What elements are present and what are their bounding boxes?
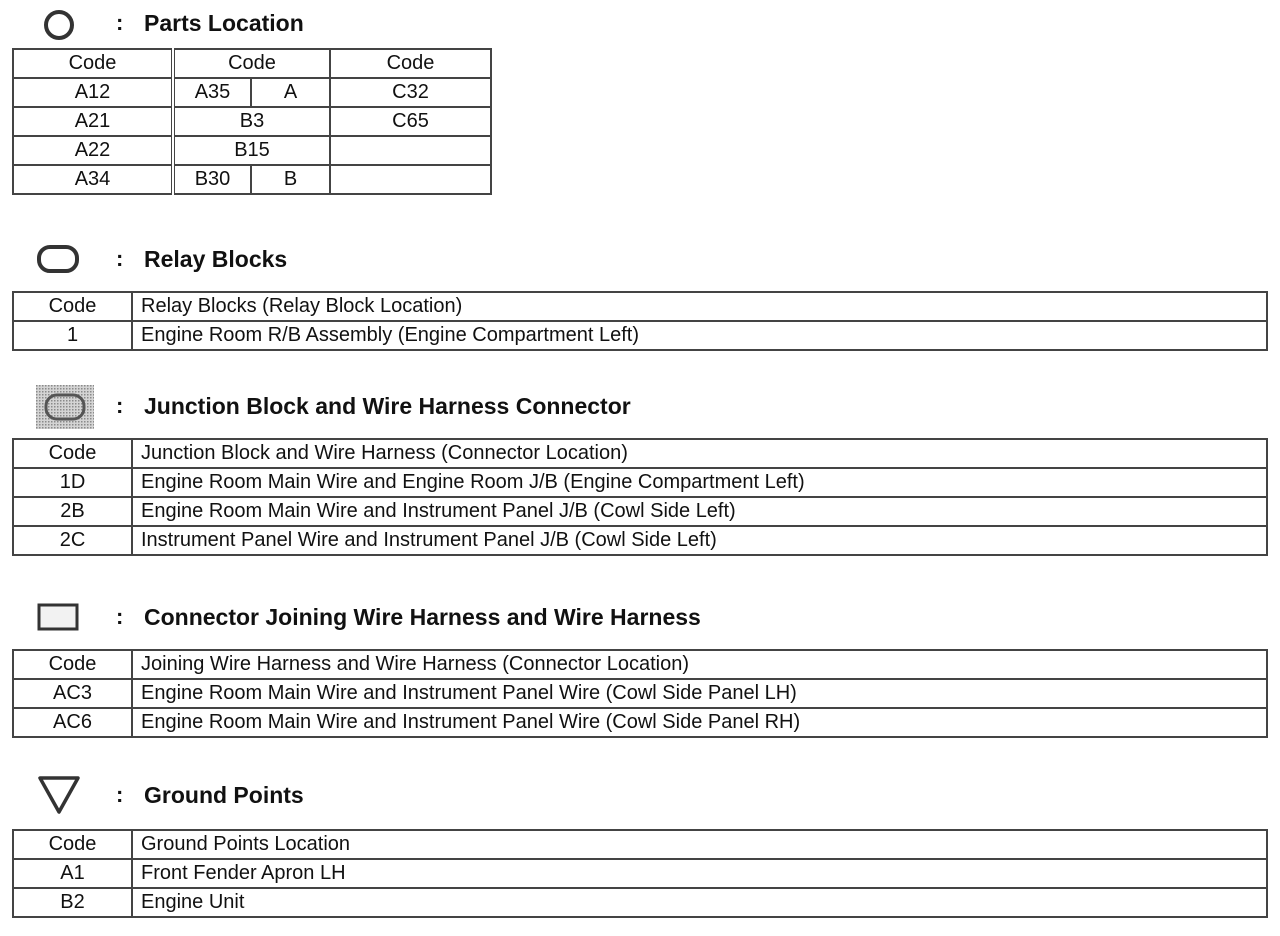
- header-cell: Code: [13, 439, 132, 468]
- header-cell: Code: [13, 292, 132, 321]
- header-cell: Code: [13, 650, 132, 679]
- connector-joining-table: [12, 649, 1268, 738]
- header-cell: Joining Wire Harness and Wire Harness (Connector Location): [132, 650, 1267, 679]
- code-cell: 2C: [13, 526, 132, 555]
- code-cell: A34: [13, 165, 173, 194]
- section-title-parts-location: Parts Location: [144, 10, 304, 36]
- header-cell: Code: [330, 49, 491, 78]
- sub-code-cell: B: [251, 165, 330, 194]
- table-row: [13, 136, 491, 165]
- desc-cell: Engine Room Main Wire and Engine Room J/B (Engine Compartment Left): [132, 468, 1267, 497]
- table-row: [13, 708, 1267, 737]
- desc-cell: Engine Room Main Wire and Instrument Panel J/B (Cowl Side Left): [132, 497, 1267, 526]
- desc-cell: Front Fender Apron LH: [132, 859, 1267, 888]
- desc-cell: Engine Room Main Wire and Instrument Panel Wire (Cowl Side Panel LH): [132, 679, 1267, 708]
- code-cell: A35: [173, 78, 251, 107]
- section-title-ground-points: Ground Points: [144, 782, 304, 808]
- desc-cell: Instrument Panel Wire and Instrument Panel J/B (Cowl Side Left): [132, 526, 1267, 555]
- table-row: [13, 321, 1267, 350]
- colon: :: [116, 604, 124, 629]
- code-cell: 1D: [13, 468, 132, 497]
- code-cell: A1: [13, 859, 132, 888]
- header-cell: Relay Blocks (Relay Block Location): [132, 292, 1267, 321]
- code-cell: A22: [13, 136, 173, 165]
- rectangle-icon: [36, 602, 80, 632]
- header-cell: Junction Block and Wire Harness (Connector Location): [132, 439, 1267, 468]
- header-cell: Ground Points Location: [132, 830, 1267, 859]
- code-cell: AC3: [13, 679, 132, 708]
- table-header-row: [13, 650, 1267, 679]
- code-cell: A21: [13, 107, 173, 136]
- desc-cell: Engine Room Main Wire and Instrument Panel Wire (Cowl Side Panel RH): [132, 708, 1267, 737]
- code-cell: 2B: [13, 497, 132, 526]
- section-title-junction-block: Junction Block and Wire Harness Connector: [144, 393, 631, 419]
- table-row: [13, 78, 491, 107]
- code-cell: B3: [173, 107, 330, 136]
- colon: :: [116, 10, 124, 35]
- sub-code-cell: A: [251, 78, 330, 107]
- code-cell: B15: [173, 136, 330, 165]
- colon: :: [116, 246, 124, 271]
- table-header-row: [13, 830, 1267, 859]
- section-title-connector-joining: Connector Joining Wire Harness and Wire Harness: [144, 604, 701, 630]
- code-cell: C32: [330, 78, 491, 107]
- ground-points-table: [12, 829, 1268, 918]
- colon: :: [116, 782, 124, 807]
- code-cell: [330, 165, 491, 194]
- relay-blocks-table: [12, 291, 1268, 351]
- code-cell: A12: [13, 78, 173, 107]
- table-row: [13, 526, 1267, 555]
- parts-location-table: [12, 48, 492, 195]
- junction-block-header: [0, 385, 1280, 425]
- section-title-relay-blocks: Relay Blocks: [144, 246, 288, 272]
- desc-cell: Engine Unit: [132, 888, 1267, 917]
- code-cell: B30: [173, 165, 251, 194]
- table-header-row: [13, 292, 1267, 321]
- table-row: [13, 107, 491, 136]
- table-row: [13, 497, 1267, 526]
- table-row: [13, 165, 491, 194]
- code-cell: C65: [330, 107, 491, 136]
- table-row: [13, 888, 1267, 917]
- colon: :: [116, 393, 124, 418]
- connector-joining-header: [0, 596, 1280, 636]
- shaded-oval-icon: [36, 385, 94, 429]
- circle-icon: [42, 8, 76, 42]
- table-header-row: [13, 439, 1267, 468]
- table-row: [13, 679, 1267, 708]
- ground-points-header: [0, 774, 1280, 814]
- code-cell: 1: [13, 321, 132, 350]
- code-cell: [330, 136, 491, 165]
- code-cell: B2: [13, 888, 132, 917]
- table-row: [13, 468, 1267, 497]
- parts-location-header: [0, 4, 1280, 44]
- code-cell: AC6: [13, 708, 132, 737]
- header-cell: Code: [13, 49, 173, 78]
- rounded-rect-icon: [36, 244, 80, 274]
- junction-block-table: [12, 438, 1268, 556]
- desc-cell: Engine Room R/B Assembly (Engine Compartment Left): [132, 321, 1267, 350]
- table-header-row: [13, 49, 491, 78]
- header-cell: Code: [13, 830, 132, 859]
- relay-blocks-header: [0, 238, 1280, 278]
- triangle-down-icon: [36, 774, 82, 816]
- table-row: [13, 859, 1267, 888]
- header-cell: Code: [173, 49, 330, 78]
